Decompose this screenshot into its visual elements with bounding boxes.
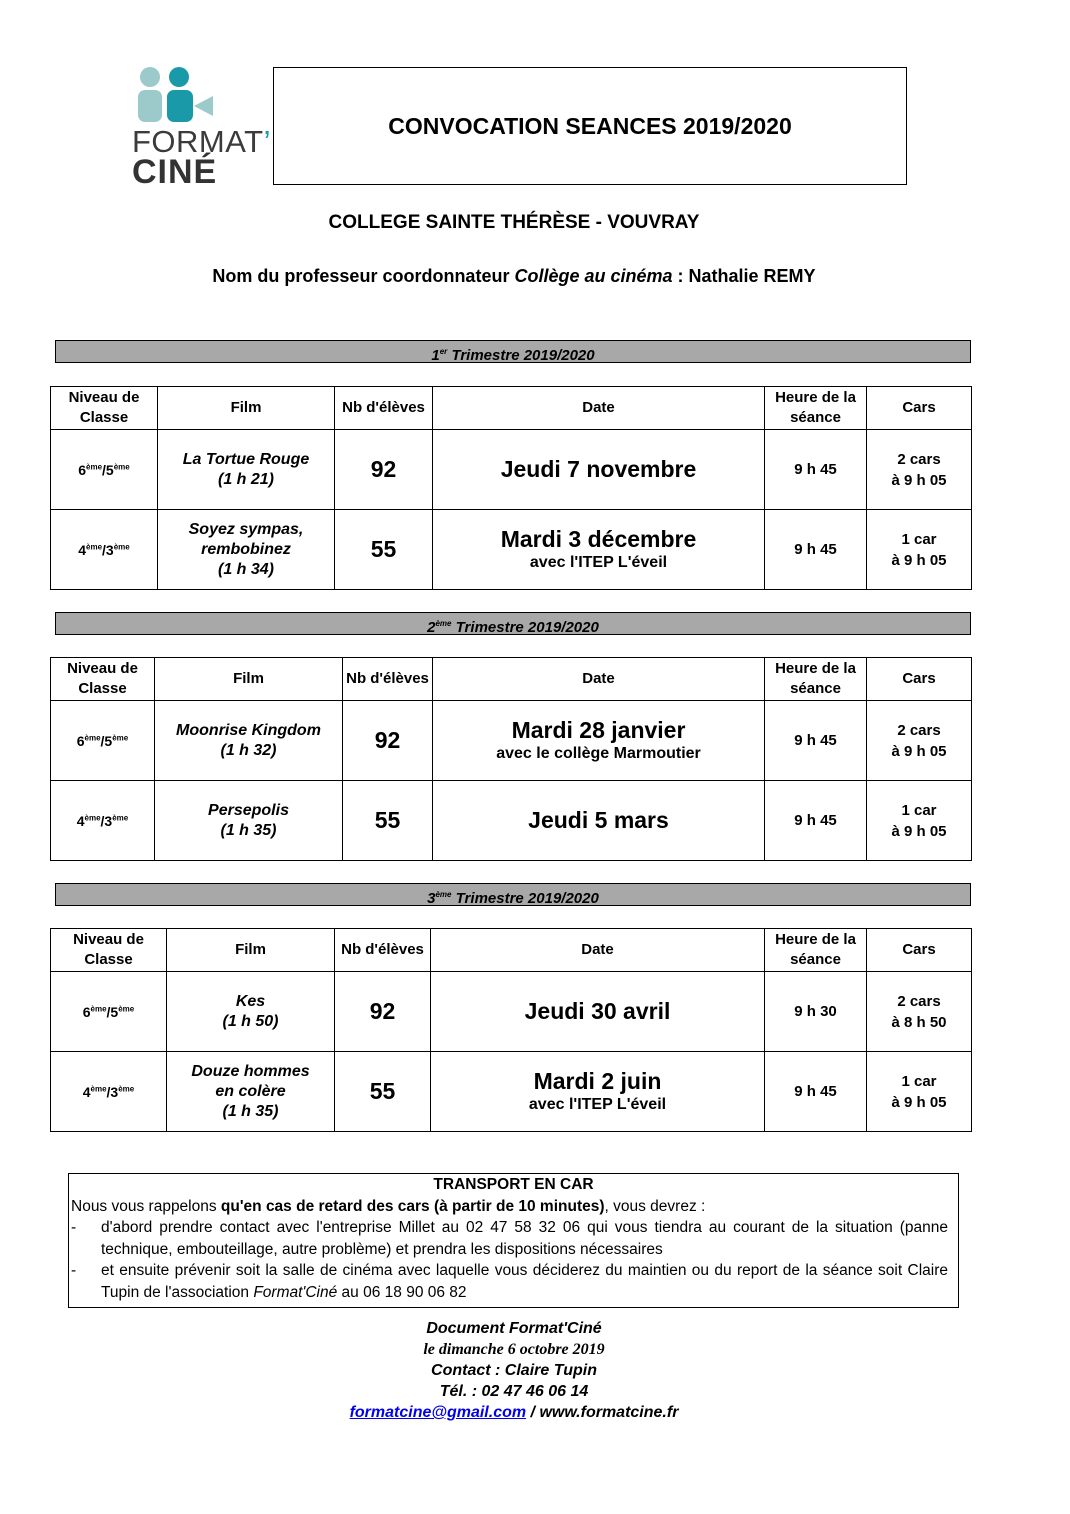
film-cell: Douze hommes en colère (1 h 35) xyxy=(167,1052,335,1132)
header-heure: Heure de la séance xyxy=(765,387,867,430)
film-cell: La Tortue Rouge (1 h 21) xyxy=(158,430,335,510)
cars-cell: 1 car à 9 h 05 xyxy=(867,510,972,590)
transport-intro: Nous vous rappelons qu'en cas de retard des cars (à partir de 10 minutes), vous devrez : xyxy=(71,1197,706,1215)
header-film: Film xyxy=(158,387,335,430)
film-cell: Persepolis (1 h 35) xyxy=(155,781,343,861)
trimestre-1-band: 1er Trimestre 2019/2020 xyxy=(55,340,971,363)
header-date: Date xyxy=(433,387,765,430)
heure-cell: 9 h 45 xyxy=(765,701,867,781)
footer-contact: Contact : Claire Tupin xyxy=(431,1362,597,1379)
audience-icon xyxy=(133,66,223,128)
film-cell: Kes (1 h 50) xyxy=(167,972,335,1052)
film-cell: Soyez sympas, rembobinez (1 h 34) xyxy=(158,510,335,590)
table-header-row xyxy=(51,658,972,701)
header-niveau: Niveau de Classe xyxy=(51,929,167,972)
format-cine-logo xyxy=(130,62,270,192)
nb-eleves-cell: 92 xyxy=(335,972,431,1052)
table-row xyxy=(51,781,972,861)
footer-document: Document Format'Ciné xyxy=(426,1320,602,1337)
date-cell: Jeudi 30 avril xyxy=(431,972,765,1052)
date-cell: Jeudi 5 mars xyxy=(433,781,765,861)
transport-item-2: - et ensuite prévenir soit la salle de cinéma avec laquelle vous déciderez du maintien ou du report de la séance soit Claire Tupin de l'association Format'Ciné au 06 18 90 06 82 xyxy=(71,1262,948,1301)
heure-cell: 9 h 45 xyxy=(765,1052,867,1132)
table-row xyxy=(51,701,972,781)
trimestre-1-table xyxy=(50,386,972,590)
cars-cell: 1 car à 9 h 05 xyxy=(867,781,972,861)
header-nb: Nb d'élèves xyxy=(343,658,433,701)
logo-line-1: FORMAT’ xyxy=(132,124,271,159)
table-row xyxy=(51,430,972,510)
footer-phone: Tél. : 02 47 46 06 14 xyxy=(439,1383,589,1400)
niveau-cell: 4ème/3ème xyxy=(51,510,158,590)
transport-title: TRANSPORT EN CAR xyxy=(433,1176,594,1193)
niveau-cell: 6ème/5ème xyxy=(51,701,155,781)
cars-cell: 2 cars à 8 h 50 xyxy=(867,972,972,1052)
transport-notice xyxy=(68,1173,959,1308)
niveau-cell: 4ème/3ème xyxy=(51,781,155,861)
date-cell: Mardi 3 décembre avec l'ITEP L'éveil xyxy=(433,510,765,590)
table-row xyxy=(51,1052,972,1132)
cars-cell: 2 cars à 9 h 05 xyxy=(867,430,972,510)
professor-line: Nom du professeur coordonnateur Collège au cinéma : Nathalie REMY xyxy=(212,266,816,286)
header-heure: Heure de la séance xyxy=(765,658,867,701)
document-footer xyxy=(0,1318,1028,1423)
trimestre-2-table xyxy=(50,657,972,861)
film-cell: Moonrise Kingdom (1 h 32) xyxy=(155,701,343,781)
niveau-cell: 4ème/3ème xyxy=(51,1052,167,1132)
college-name: COLLEGE SAINTE THÉRÈSE - VOUVRAY xyxy=(328,212,700,233)
header-niveau: Niveau de Classe xyxy=(51,387,158,430)
date-cell: Mardi 2 juin avec l'ITEP L'éveil xyxy=(431,1052,765,1132)
logo-line-2: CINÉ xyxy=(132,153,218,191)
trimestre-2-band: 2ème Trimestre 2019/2020 xyxy=(55,612,971,635)
transport-item-1: - d'abord prendre contact avec l'entreprise Millet au 02 47 58 32 06 qui vous tiendra au courant de la situation (panne technique, embouteillage, autre problème) et prendra les dispositions nécessaires xyxy=(71,1219,948,1258)
table-row xyxy=(51,510,972,590)
cars-cell: 2 cars à 9 h 05 xyxy=(867,701,972,781)
niveau-cell: 6ème/5ème xyxy=(51,972,167,1052)
website-link[interactable]: www.formatcine.fr xyxy=(539,1404,679,1421)
date-cell: Jeudi 7 novembre xyxy=(433,430,765,510)
email-link[interactable]: formatcine@gmail.com xyxy=(349,1404,527,1421)
header-date: Date xyxy=(433,658,765,701)
table-row xyxy=(51,972,972,1052)
header-film: Film xyxy=(167,929,335,972)
header-heure: Heure de la séance xyxy=(765,929,867,972)
header-film: Film xyxy=(155,658,343,701)
header-niveau: Niveau de Classe xyxy=(51,658,155,701)
trimestre-3-band: 3ème Trimestre 2019/2020 xyxy=(55,883,971,906)
heure-cell: 9 h 30 xyxy=(765,972,867,1052)
footer-links: formatcine@gmail.com / www.formatcine.fr xyxy=(349,1404,679,1421)
heure-cell: 9 h 45 xyxy=(765,510,867,590)
document-title: CONVOCATION SEANCES 2019/2020 xyxy=(273,67,907,185)
trimestre-3-table xyxy=(50,928,972,1132)
table-header-row xyxy=(51,387,972,430)
heure-cell: 9 h 45 xyxy=(765,430,867,510)
header-date: Date xyxy=(431,929,765,972)
header-cars: Cars xyxy=(867,658,972,701)
header-nb: Nb d'élèves xyxy=(335,929,431,972)
cars-cell: 1 car à 9 h 05 xyxy=(867,1052,972,1132)
footer-date: le dimanche 6 octobre 2019 xyxy=(423,1341,605,1358)
heure-cell: 9 h 45 xyxy=(765,781,867,861)
nb-eleves-cell: 92 xyxy=(335,430,433,510)
nb-eleves-cell: 55 xyxy=(335,1052,431,1132)
header-cars: Cars xyxy=(867,929,972,972)
nb-eleves-cell: 55 xyxy=(343,781,433,861)
header-cars: Cars xyxy=(867,387,972,430)
niveau-cell: 6ème/5ème xyxy=(51,430,158,510)
nb-eleves-cell: 55 xyxy=(335,510,433,590)
header-nb: Nb d'élèves xyxy=(335,387,433,430)
nb-eleves-cell: 92 xyxy=(343,701,433,781)
table-header-row xyxy=(51,929,972,972)
date-cell: Mardi 28 janvier avec le collège Marmoutier xyxy=(433,701,765,781)
